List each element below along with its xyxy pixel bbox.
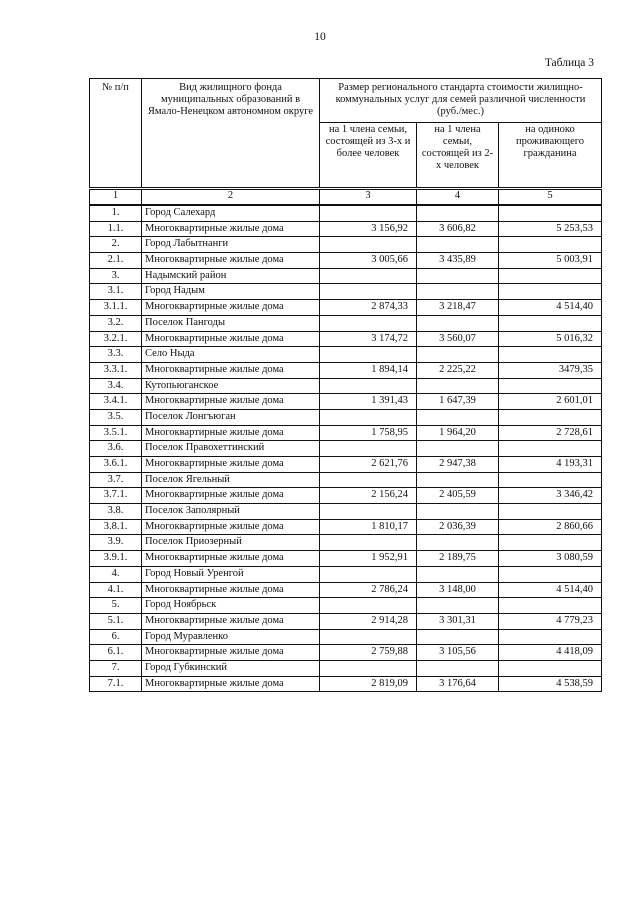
row-number-cell: 3.4. — [90, 378, 142, 394]
value-family-2-cell — [417, 504, 499, 520]
value-family-3plus-cell: 2 759,88 — [320, 645, 417, 661]
housing-cost-table — [89, 78, 602, 692]
row-number-cell: 7. — [90, 660, 142, 676]
value-family-3plus-cell — [320, 441, 417, 457]
value-family-3plus-cell — [320, 629, 417, 645]
table-row — [90, 613, 602, 629]
row-name-cell: Поселок Ягельный — [142, 472, 320, 488]
value-family-2-cell — [417, 441, 499, 457]
table-row — [90, 284, 602, 300]
table-row — [90, 347, 602, 363]
value-family-2-cell: 3 435,89 — [417, 253, 499, 269]
value-family-2-cell — [417, 205, 499, 221]
value-family-3plus-cell: 2 874,33 — [320, 300, 417, 316]
row-number-cell: 6. — [90, 629, 142, 645]
value-family-3plus-cell: 2 914,28 — [320, 613, 417, 629]
value-single-cell: 3 080,59 — [499, 551, 602, 567]
row-number-cell: 3.8.1. — [90, 519, 142, 535]
table-row — [90, 378, 602, 394]
table-row — [90, 598, 602, 614]
value-family-2-cell: 1 964,20 — [417, 425, 499, 441]
value-single-cell: 3479,35 — [499, 362, 602, 378]
row-name-cell: Многоквартирные жилые дома — [142, 582, 320, 598]
column-index: 2 — [142, 189, 320, 206]
row-number-cell: 1. — [90, 205, 142, 221]
table-row — [90, 551, 602, 567]
value-single-cell: 4 418,09 — [499, 645, 602, 661]
row-number-cell: 1.1. — [90, 221, 142, 237]
value-family-2-cell — [417, 315, 499, 331]
row-name-cell: Город Новый Уренгой — [142, 566, 320, 582]
header-single: на одиноко проживающего гражданина — [499, 123, 602, 189]
value-family-2-cell: 2 947,38 — [417, 457, 499, 473]
row-number-cell: 3.1.1. — [90, 300, 142, 316]
value-family-3plus-cell — [320, 598, 417, 614]
value-family-3plus-cell: 3 174,72 — [320, 331, 417, 347]
table-row — [90, 300, 602, 316]
value-single-cell — [499, 315, 602, 331]
row-number-cell: 3.5. — [90, 409, 142, 425]
column-index: 5 — [499, 189, 602, 206]
table-row — [90, 409, 602, 425]
value-family-3plus-cell: 2 621,76 — [320, 457, 417, 473]
value-family-3plus-cell: 1 894,14 — [320, 362, 417, 378]
value-family-3plus-cell — [320, 566, 417, 582]
value-family-2-cell — [417, 284, 499, 300]
value-single-cell — [499, 598, 602, 614]
value-family-3plus-cell — [320, 284, 417, 300]
table-row — [90, 441, 602, 457]
header-family-2: на 1 члена семьи, состоящей из 2-х человек — [417, 123, 499, 189]
row-name-cell: Поселок Правохеттинский — [142, 441, 320, 457]
row-name-cell: Многоквартирные жилые дома — [142, 613, 320, 629]
row-name-cell: Кутопьюганское — [142, 378, 320, 394]
row-name-cell: Многоквартирные жилые дома — [142, 645, 320, 661]
row-name-cell: Город Губкинский — [142, 660, 320, 676]
table-row — [90, 457, 602, 473]
row-number-cell: 3.4.1. — [90, 394, 142, 410]
table-row — [90, 535, 602, 551]
row-name-cell: Многоквартирные жилые дома — [142, 488, 320, 504]
value-single-cell — [499, 441, 602, 457]
table-row — [90, 394, 602, 410]
row-name-cell: Поселок Пангоды — [142, 315, 320, 331]
header-housing-type: Вид жилищного фонда муниципальных образований в Ямало-Ненецком автономном округе — [142, 79, 320, 189]
value-family-2-cell: 2 405,59 — [417, 488, 499, 504]
row-name-cell: Многоквартирные жилые дома — [142, 253, 320, 269]
value-family-2-cell: 3 176,64 — [417, 676, 499, 692]
value-single-cell: 2 860,66 — [499, 519, 602, 535]
row-name-cell: Многоквартирные жилые дома — [142, 221, 320, 237]
value-family-3plus-cell — [320, 268, 417, 284]
row-name-cell: Город Салехард — [142, 205, 320, 221]
value-family-3plus-cell: 1 952,91 — [320, 551, 417, 567]
value-family-3plus-cell: 3 005,66 — [320, 253, 417, 269]
value-family-3plus-cell — [320, 205, 417, 221]
table-row — [90, 331, 602, 347]
table-row — [90, 676, 602, 692]
value-family-2-cell: 3 560,07 — [417, 331, 499, 347]
value-family-2-cell: 3 105,56 — [417, 645, 499, 661]
value-family-2-cell — [417, 472, 499, 488]
row-name-cell: Многоквартирные жилые дома — [142, 362, 320, 378]
value-family-3plus-cell — [320, 315, 417, 331]
value-single-cell — [499, 409, 602, 425]
value-family-3plus-cell — [320, 535, 417, 551]
row-number-cell: 3.2.1. — [90, 331, 142, 347]
value-family-3plus-cell — [320, 660, 417, 676]
row-number-cell: 3. — [90, 268, 142, 284]
table-row — [90, 472, 602, 488]
value-single-cell: 4 514,40 — [499, 300, 602, 316]
value-single-cell — [499, 347, 602, 363]
value-single-cell: 5 016,32 — [499, 331, 602, 347]
row-number-cell: 4. — [90, 566, 142, 582]
table-row — [90, 315, 602, 331]
value-family-2-cell — [417, 378, 499, 394]
header-standard-cost: Размер регионального стандарта стоимости жилищно-коммунальных услуг для семей различной численности (руб./мес.) — [320, 79, 602, 123]
row-number-cell: 3.7. — [90, 472, 142, 488]
value-family-2-cell: 3 148,00 — [417, 582, 499, 598]
table-row — [90, 362, 602, 378]
value-family-3plus-cell: 1 391,43 — [320, 394, 417, 410]
value-family-2-cell — [417, 535, 499, 551]
value-family-2-cell — [417, 268, 499, 284]
row-name-cell: Поселок Заполярный — [142, 504, 320, 520]
row-number-cell: 3.3. — [90, 347, 142, 363]
value-single-cell: 4 193,31 — [499, 457, 602, 473]
value-family-2-cell: 3 606,82 — [417, 221, 499, 237]
value-single-cell: 5 253,53 — [499, 221, 602, 237]
row-number-cell: 3.2. — [90, 315, 142, 331]
value-family-3plus-cell — [320, 472, 417, 488]
value-single-cell — [499, 378, 602, 394]
value-single-cell: 2 728,61 — [499, 425, 602, 441]
row-name-cell: Многоквартирные жилые дома — [142, 300, 320, 316]
row-name-cell: Многоквартирные жилые дома — [142, 519, 320, 535]
table-row — [90, 582, 602, 598]
table-row — [90, 488, 602, 504]
value-family-2-cell — [417, 347, 499, 363]
value-single-cell — [499, 472, 602, 488]
value-family-3plus-cell — [320, 237, 417, 253]
row-number-cell: 3.6. — [90, 441, 142, 457]
row-name-cell: Город Муравленко — [142, 629, 320, 645]
value-single-cell: 3 346,42 — [499, 488, 602, 504]
row-name-cell: Город Надым — [142, 284, 320, 300]
value-family-2-cell — [417, 660, 499, 676]
row-name-cell: Многоквартирные жилые дома — [142, 331, 320, 347]
value-single-cell: 4 779,23 — [499, 613, 602, 629]
value-family-2-cell — [417, 409, 499, 425]
row-name-cell: Многоквартирные жилые дома — [142, 394, 320, 410]
value-family-2-cell: 2 036,39 — [417, 519, 499, 535]
value-family-3plus-cell: 2 156,24 — [320, 488, 417, 504]
table-row — [90, 660, 602, 676]
row-number-cell: 2. — [90, 237, 142, 253]
value-single-cell — [499, 660, 602, 676]
row-number-cell: 3.9.1. — [90, 551, 142, 567]
value-family-3plus-cell: 1 810,17 — [320, 519, 417, 535]
value-single-cell — [499, 237, 602, 253]
header-number: № п/п — [90, 79, 142, 189]
column-index: 1 — [90, 189, 142, 206]
value-family-2-cell: 2 225,22 — [417, 362, 499, 378]
value-single-cell — [499, 284, 602, 300]
row-name-cell: Село Ныда — [142, 347, 320, 363]
table-row — [90, 221, 602, 237]
table-row — [90, 504, 602, 520]
table-row — [90, 268, 602, 284]
value-family-2-cell: 3 218,47 — [417, 300, 499, 316]
value-family-2-cell — [417, 629, 499, 645]
row-number-cell: 3.8. — [90, 504, 142, 520]
header-family-3plus: на 1 члена семьи, состоящей из 3-х и более человек — [320, 123, 417, 189]
row-name-cell: Многоквартирные жилые дома — [142, 551, 320, 567]
table-row — [90, 237, 602, 253]
value-family-3plus-cell: 3 156,92 — [320, 221, 417, 237]
table-row — [90, 566, 602, 582]
row-number-cell: 6.1. — [90, 645, 142, 661]
value-family-3plus-cell — [320, 504, 417, 520]
row-number-cell: 2.1. — [90, 253, 142, 269]
row-name-cell: Многоквартирные жилые дома — [142, 676, 320, 692]
row-name-cell: Город Лабытнанги — [142, 237, 320, 253]
value-family-2-cell — [417, 598, 499, 614]
value-single-cell — [499, 268, 602, 284]
table-row — [90, 519, 602, 535]
value-family-2-cell: 3 301,31 — [417, 613, 499, 629]
row-number-cell: 3.3.1. — [90, 362, 142, 378]
value-family-3plus-cell: 2 786,24 — [320, 582, 417, 598]
value-single-cell: 2 601,01 — [499, 394, 602, 410]
value-family-3plus-cell: 2 819,09 — [320, 676, 417, 692]
row-name-cell: Многоквартирные жилые дома — [142, 425, 320, 441]
value-family-3plus-cell — [320, 409, 417, 425]
table-row — [90, 425, 602, 441]
value-family-2-cell — [417, 237, 499, 253]
value-single-cell: 5 003,91 — [499, 253, 602, 269]
row-number-cell: 3.6.1. — [90, 457, 142, 473]
value-family-2-cell: 2 189,75 — [417, 551, 499, 567]
column-index: 3 — [320, 189, 417, 206]
column-index: 4 — [417, 189, 499, 206]
row-number-cell: 3.9. — [90, 535, 142, 551]
value-family-3plus-cell — [320, 378, 417, 394]
value-family-3plus-cell — [320, 347, 417, 363]
value-single-cell — [499, 566, 602, 582]
row-number-cell: 4.1. — [90, 582, 142, 598]
row-name-cell: Поселок Лонгъюган — [142, 409, 320, 425]
value-family-2-cell: 1 647,39 — [417, 394, 499, 410]
row-number-cell: 7.1. — [90, 676, 142, 692]
value-family-3plus-cell: 1 758,95 — [320, 425, 417, 441]
table-row — [90, 629, 602, 645]
table-row — [90, 645, 602, 661]
row-number-cell: 3.7.1. — [90, 488, 142, 504]
value-single-cell: 4 514,40 — [499, 582, 602, 598]
row-number-cell: 3.5.1. — [90, 425, 142, 441]
table-caption: Таблица 3 — [544, 57, 594, 69]
row-name-cell: Город Ноябрьск — [142, 598, 320, 614]
value-single-cell — [499, 205, 602, 221]
table-row — [90, 205, 602, 221]
row-name-cell: Надымский район — [142, 268, 320, 284]
value-family-2-cell — [417, 566, 499, 582]
row-number-cell: 3.1. — [90, 284, 142, 300]
value-single-cell: 4 538,59 — [499, 676, 602, 692]
page-number: 10 — [314, 31, 326, 43]
row-number-cell: 5.1. — [90, 613, 142, 629]
value-single-cell — [499, 504, 602, 520]
table-row — [90, 253, 602, 269]
row-name-cell: Многоквартирные жилые дома — [142, 457, 320, 473]
row-number-cell: 5. — [90, 598, 142, 614]
value-single-cell — [499, 535, 602, 551]
table-body — [90, 205, 602, 692]
value-single-cell — [499, 629, 602, 645]
row-name-cell: Поселок Приозерный — [142, 535, 320, 551]
